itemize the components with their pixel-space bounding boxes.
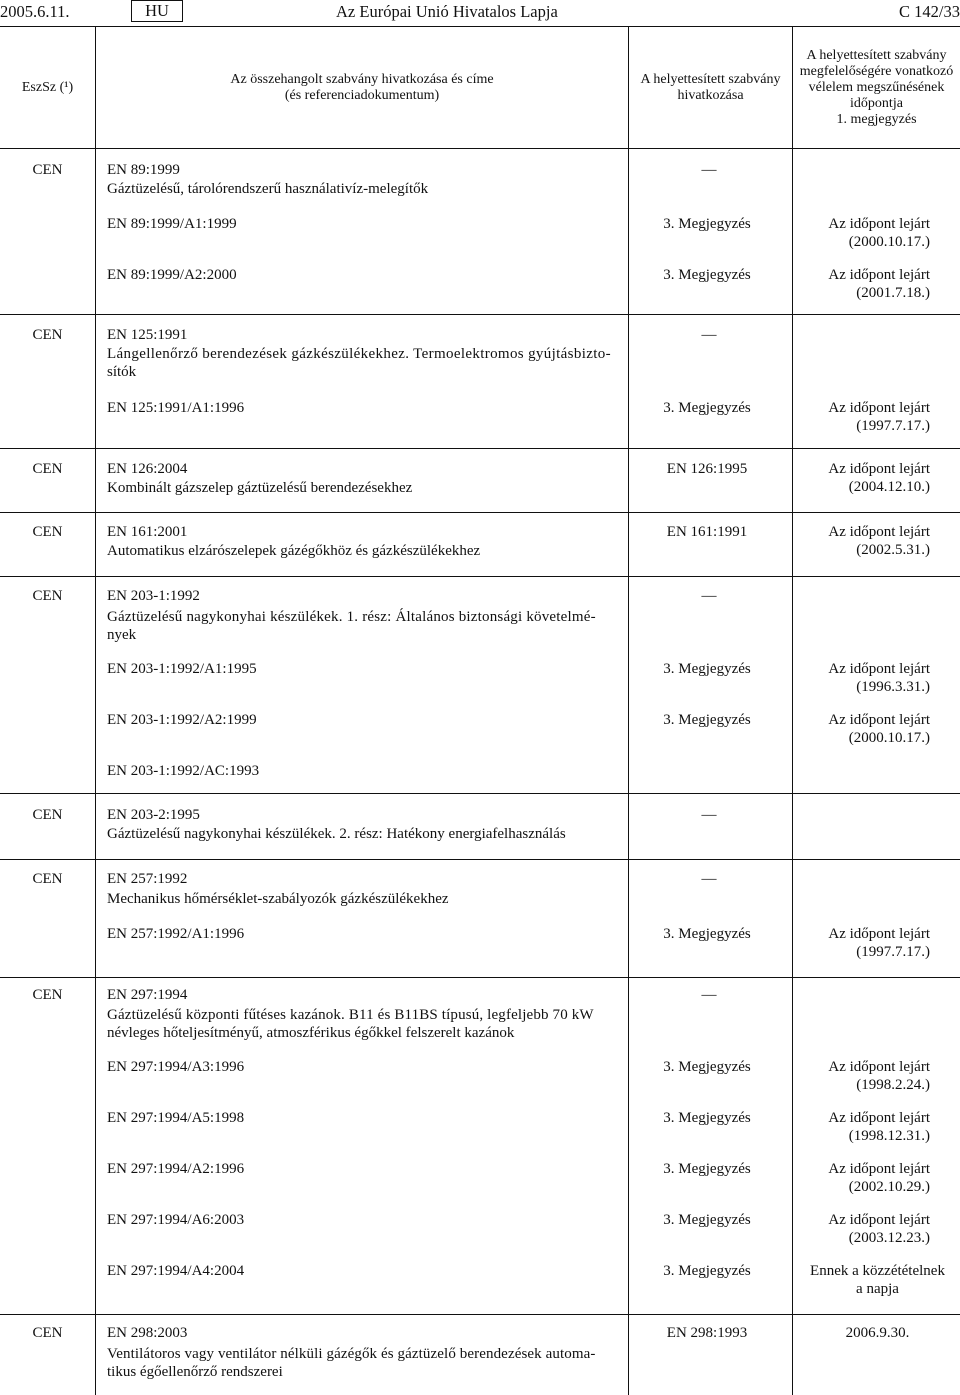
standard-ref: EN 298:2003	[107, 1325, 188, 1341]
table-row	[0, 449, 960, 513]
page-header	[0, 0, 960, 26]
superseded-ref: —	[701, 871, 717, 887]
standard-title-cont: tikus égőellenőrző rendszerei	[107, 1364, 283, 1380]
standard-ref: EN 257:1992	[107, 871, 188, 887]
publication-date: 2005.6.11.	[0, 2, 70, 21]
table-row	[0, 315, 960, 449]
corrigendum-ref: EN 203-1:1992/AC:1993	[107, 763, 260, 779]
standard-title: Mechanikus hőmérséklet-szabályozók gázkészülékekhez	[107, 891, 449, 907]
org-cell: CEN	[32, 461, 63, 477]
page-number: C 142/33	[899, 2, 960, 21]
org-cell: CEN	[32, 524, 63, 540]
standard-ref: EN 125:1991	[107, 327, 188, 343]
amendment-note: 3. Megjegyzés	[663, 926, 751, 942]
amendment-ref: EN 125:1991/A1:1996	[107, 400, 245, 416]
superseded-ref: EN 161:1991	[666, 524, 748, 540]
superseded-ref: —	[701, 987, 717, 1003]
org-cell: CEN	[32, 987, 63, 1003]
cessation-date-value: a napja	[856, 1281, 899, 1297]
cessation-date: 2006.9.30.	[845, 1325, 910, 1341]
amendment-ref: EN 257:1992/A1:1996	[107, 926, 245, 942]
org-cell: CEN	[32, 807, 63, 823]
superseded-ref: —	[701, 162, 717, 178]
cessation-date: Az időpont lejárt	[828, 267, 930, 283]
superseded-ref: EN 298:1993	[666, 1325, 748, 1341]
standard-ref: EN 89:1999	[107, 162, 180, 178]
table-row	[0, 1315, 960, 1395]
amendment-note: 3. Megjegyzés	[663, 1161, 751, 1177]
language-badge: HU	[131, 0, 183, 22]
table-row	[0, 794, 960, 860]
cessation-date-value: (2002.10.29.)	[848, 1179, 930, 1195]
amendment-ref: EN 297:1994/A6:2003	[107, 1212, 245, 1228]
standard-ref: EN 203-2:1995	[107, 807, 200, 823]
standard-title-cont: nyek	[107, 627, 137, 643]
standard-title: Gáztüzelésű nagykonyhai készülékek. 1. rész: Általános biztonsági követelmé-	[107, 609, 596, 625]
org-cell: CEN	[32, 1325, 63, 1341]
org-cell: CEN	[32, 871, 63, 887]
col-header-title: Az összehangolt szabvány hivatkozása és címe (és referenciadokumentum)	[230, 71, 494, 103]
cessation-date: Az időpont lejárt	[828, 461, 930, 477]
amendment-note: 3. Megjegyzés	[663, 661, 751, 677]
col-header-org: EszSz (¹)	[21, 79, 74, 95]
cessation-date: Az időpont lejárt	[828, 926, 930, 942]
superseded-ref: —	[701, 327, 717, 343]
amendment-ref: EN 89:1999/A2:2000	[107, 267, 237, 283]
cessation-date-value: (1997.7.17.)	[856, 944, 930, 960]
org-cell: CEN	[32, 162, 63, 178]
standard-ref: EN 161:2001	[107, 524, 188, 540]
org-cell: CEN	[32, 327, 63, 343]
standard-title: Gáztüzelésű központi fűtéses kazánok. B11 és B11BS típusú, legfeljebb 70 kW	[107, 1007, 594, 1023]
cessation-date: Az időpont lejárt	[828, 400, 930, 416]
amendment-note: 3. Megjegyzés	[663, 400, 751, 416]
amendment-ref: EN 297:1994/A3:1996	[107, 1059, 245, 1075]
cessation-date: Az időpont lejárt	[828, 524, 930, 540]
cessation-date-value: (2000.10.17.)	[848, 234, 930, 250]
standard-title-cont: névleges hőteljesítményű, atmoszférikus égőkkel felszerelt kazánok	[107, 1025, 515, 1041]
standard-ref: EN 297:1994	[107, 987, 188, 1003]
standard-title: Gáztüzelésű, tárolórendszerű használativíz-melegítők	[107, 181, 429, 197]
amendment-ref: EN 297:1994/A2:1996	[107, 1161, 245, 1177]
amendment-note: 3. Megjegyzés	[663, 1110, 751, 1126]
cessation-date-value: (1996.3.31.)	[856, 679, 930, 695]
cessation-date-value: (2001.7.18.)	[856, 285, 930, 301]
superseded-ref: —	[701, 588, 717, 604]
cessation-date: Az időpont lejárt	[828, 1161, 930, 1177]
table-row	[0, 577, 960, 794]
standard-title: Lángellenőrző berendezések gázkészülékekhez. Termoelektromos gyújtásbizto-	[107, 346, 611, 362]
superseded-ref: —	[701, 807, 717, 823]
table-row	[0, 513, 960, 577]
cessation-date-value: (2004.12.10.)	[848, 479, 930, 495]
amendment-ref: EN 89:1999/A1:1999	[107, 216, 237, 232]
amendment-ref: EN 297:1994/A5:1998	[107, 1110, 245, 1126]
cessation-date: Az időpont lejárt	[828, 1110, 930, 1126]
amendment-note: 3. Megjegyzés	[663, 1059, 751, 1075]
cessation-date: Az időpont lejárt	[828, 1059, 930, 1075]
standard-title-cont: sítók	[107, 364, 137, 380]
table-row	[0, 978, 960, 1315]
cessation-date: Az időpont lejárt	[828, 1212, 930, 1228]
cessation-date-value: (2003.12.23.)	[848, 1230, 930, 1246]
standard-ref: EN 126:2004	[107, 461, 188, 477]
col-header-superseded: A helyettesített szabvány hivatkozása	[640, 71, 781, 103]
amendment-ref: EN 297:1994/A4:2004	[107, 1263, 245, 1279]
cessation-date-value: (1998.12.31.)	[848, 1128, 930, 1144]
cessation-date-value: (2002.5.31.)	[856, 542, 930, 558]
cessation-date-value: (2000.10.17.)	[848, 730, 930, 746]
amendment-note: 3. Megjegyzés	[663, 267, 751, 283]
cessation-date-value: (1997.7.17.)	[856, 418, 930, 434]
cessation-date: Az időpont lejárt	[828, 661, 930, 677]
table-header	[0, 26, 960, 149]
amendment-note: 3. Megjegyzés	[663, 712, 751, 728]
col-header-date: A helyettesített szabvány megfelelőségére vonatkozó vélelem megszűnésének időpontja 1. megjegyzés	[799, 47, 954, 127]
cessation-date: Ennek a közzétételnek	[810, 1263, 945, 1279]
amendment-ref: EN 203-1:1992/A2:1999	[107, 712, 257, 728]
cessation-date: Az időpont lejárt	[828, 712, 930, 728]
standard-title: Gáztüzelésű nagykonyhai készülékek. 2. rész: Hatékony energiafelhasználás	[107, 826, 566, 842]
table-row	[0, 148, 960, 315]
amendment-note: 3. Megjegyzés	[663, 1263, 751, 1279]
standard-title: Kombinált gázszelep gáztüzelésű berendezésekhez	[107, 480, 413, 496]
standard-title: Automatikus elzárószelepek gázégőkhöz és gázkészülékekhez	[107, 543, 481, 559]
cessation-date: Az időpont lejárt	[828, 216, 930, 232]
table-row	[0, 860, 960, 978]
amendment-note: 3. Megjegyzés	[663, 216, 751, 232]
cessation-date-value: (1998.2.24.)	[856, 1077, 930, 1093]
journal-title: Az Európai Unió Hivatalos Lapja	[336, 2, 558, 21]
org-cell: CEN	[32, 588, 63, 604]
amendment-ref: EN 203-1:1992/A1:1995	[107, 661, 257, 677]
standard-ref: EN 203-1:1992	[107, 588, 200, 604]
standard-title: Ventilátoros vagy ventilátor nélküli gázégők és gáztüzelő berendezések automa-	[107, 1346, 596, 1362]
superseded-ref: EN 126:1995	[666, 461, 748, 477]
amendment-note: 3. Megjegyzés	[663, 1212, 751, 1228]
